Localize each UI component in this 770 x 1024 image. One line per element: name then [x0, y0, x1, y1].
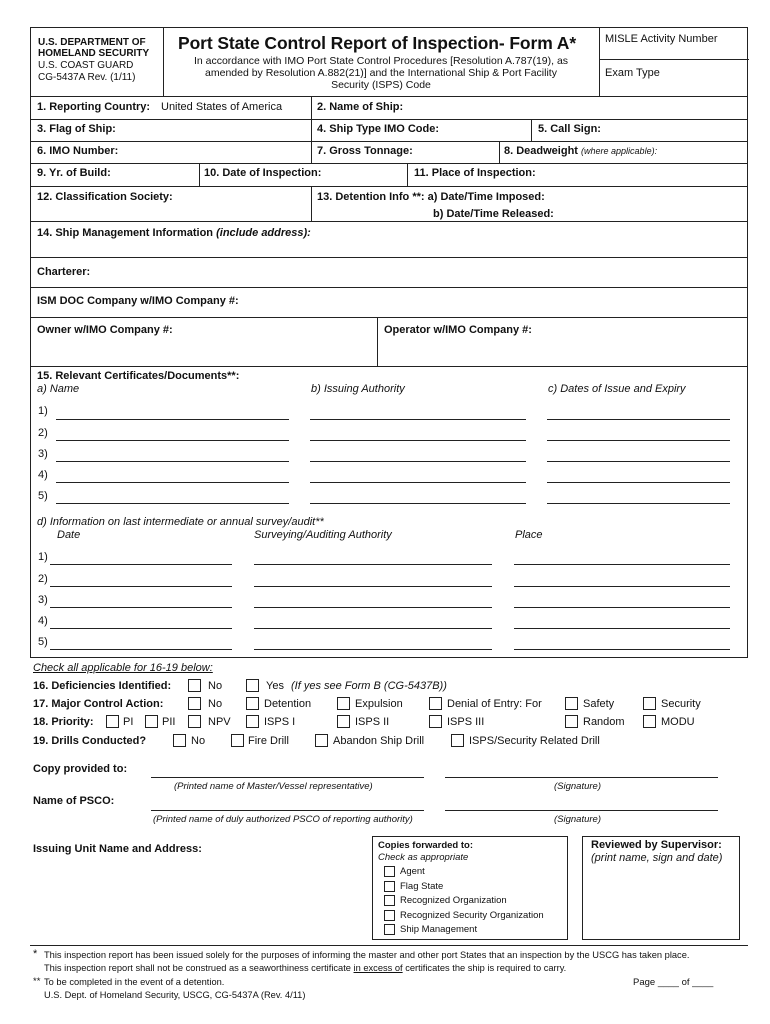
- footnote-double-star-mark: **: [33, 976, 41, 987]
- cert-authority-field[interactable]: [310, 461, 526, 462]
- q17-expulsion-label: Expulsion: [355, 698, 403, 710]
- cert-name-field[interactable]: [56, 482, 289, 483]
- form-id: CG-5437A Rev. (1/11): [38, 72, 136, 83]
- psco-name-label: Name of PSCO:: [33, 795, 115, 807]
- gross-tonnage-label: 7. Gross Tonnage:: [317, 145, 413, 157]
- survey-col-date: Date: [57, 529, 81, 541]
- subtitle-line-1: In accordance with IMO Port State Control Procedures [Resolution A.787(19), as: [193, 55, 569, 67]
- q16-yes-label: Yes: [266, 680, 284, 692]
- reviewed-by-field[interactable]: [586, 868, 736, 936]
- cert-authority-field[interactable]: [310, 440, 526, 441]
- survey-place-field[interactable]: [514, 564, 730, 565]
- master-name-field[interactable]: [151, 777, 424, 778]
- dept-line-2: HOMELAND SECURITY: [38, 48, 150, 59]
- deadweight-label: [504, 145, 657, 157]
- footnote-1-line-2: [44, 963, 566, 973]
- q19-label: 19. Drills Conducted?: [33, 735, 147, 747]
- ship-name-label: 2. Name of Ship:: [317, 101, 404, 113]
- issuing-unit-label: Issuing Unit Name and Address:: [33, 843, 202, 855]
- survey-heading: d) Information on last intermediate or annual survey/audit**: [37, 516, 324, 528]
- cert-name-field[interactable]: [56, 503, 289, 504]
- copies-ship-management-label: Ship Management: [400, 924, 478, 935]
- place-of-inspection-label: 11. Place of Inspection:: [414, 167, 536, 179]
- copies-agent-label: Agent: [400, 866, 425, 877]
- dept-line-1: U.S. DEPARTMENT OF: [38, 37, 146, 48]
- owner-field[interactable]: [36, 338, 371, 362]
- certificates-section: [30, 367, 748, 658]
- psco-signature-caption: (Signature): [554, 814, 601, 825]
- survey-col-place: Place: [515, 529, 543, 541]
- q18-pi-label: PI: [123, 716, 134, 728]
- page-subtitle: [165, 55, 597, 91]
- ship-management-field[interactable]: [36, 240, 741, 258]
- footnote-2: To be completed in the event of a detention.: [44, 977, 225, 987]
- cert-col-dates: c) Dates of Issue and Expiry: [548, 383, 686, 395]
- survey-row-number: 5): [38, 636, 48, 648]
- subtitle-line-2: amended by Resolution A.882(21)] and the International Ship & Port Facility: [205, 67, 557, 79]
- department-name: [38, 37, 149, 59]
- psco-signature-field[interactable]: [445, 810, 718, 811]
- survey-authority-field[interactable]: [254, 607, 492, 608]
- detention-imposed-label: 13. Detention Info **: a) Date/Time Imposed:: [317, 191, 545, 203]
- survey-place-field[interactable]: [514, 607, 730, 608]
- q17-security-checkbox[interactable]: [643, 697, 656, 710]
- copies-recognized-org-label: Recognized Organization: [400, 895, 507, 906]
- gross-tonnage-field[interactable]: [420, 143, 496, 160]
- survey-date-field[interactable]: [50, 607, 232, 608]
- q17-security-label: Security: [661, 698, 701, 710]
- footer-divider: [30, 945, 748, 946]
- year-of-build-label: 9. Yr. of Build:: [37, 167, 111, 179]
- cert-row-number: 3): [38, 448, 48, 460]
- q19-isps-drill-checkbox[interactable]: [451, 734, 464, 747]
- q19-abandon-ship-checkbox[interactable]: [315, 734, 328, 747]
- q16-note: (If yes see Form B (CG-5437B)): [291, 680, 447, 692]
- imo-number-label: 6. IMO Number:: [37, 145, 119, 157]
- survey-authority-field[interactable]: [254, 564, 492, 565]
- call-sign-field[interactable]: [605, 121, 743, 138]
- q19-no-label: No: [191, 735, 206, 747]
- q19-fire-drill-checkbox[interactable]: [231, 734, 244, 747]
- cert-row-number: 4): [38, 469, 48, 481]
- q17-safety-checkbox[interactable]: [565, 697, 578, 710]
- charterer-label: Charterer:: [37, 266, 91, 278]
- q18-npv-checkbox[interactable]: [188, 715, 201, 728]
- q18-random-checkbox[interactable]: [565, 715, 578, 728]
- survey-date-field[interactable]: [50, 586, 232, 587]
- footnote-1-line-1: This inspection report has been issued solely for the purposes of informing the master and other port States that an inspection by the USCG has taken place.: [44, 950, 690, 960]
- footnote-1-line-2-end: certificates the ship is required to carry.: [402, 963, 567, 973]
- survey-authority-field[interactable]: [254, 586, 492, 587]
- cert-dates-field[interactable]: [547, 440, 730, 441]
- exam-type-label: Exam Type: [605, 67, 660, 79]
- q17-no-label: No: [208, 698, 223, 710]
- cert-row-number: 2): [38, 427, 48, 439]
- copy-provided-label: Copy provided to:: [33, 763, 128, 775]
- imo-number-field[interactable]: [125, 143, 305, 160]
- master-signature-caption: (Signature): [554, 781, 601, 792]
- survey-row-number: 2): [38, 573, 48, 585]
- q17-denial-checkbox[interactable]: [429, 697, 442, 710]
- survey-col-authority: Surveying/Auditing Authority: [254, 529, 392, 541]
- cert-name-field[interactable]: [56, 419, 289, 420]
- q17-denial-label: Denial of Entry: For: [447, 698, 542, 710]
- operator-field[interactable]: [383, 338, 741, 362]
- misle-activity-number-label: MISLE Activity Number: [605, 33, 718, 45]
- q18-modu-checkbox[interactable]: [643, 715, 656, 728]
- ism-doc-field[interactable]: [252, 291, 740, 311]
- cert-dates-field[interactable]: [547, 503, 730, 504]
- footer-dept-line: U.S. Dept. of Homeland Security, USCG, CG-5437A (Rev. 4/11): [44, 990, 306, 1000]
- cert-dates-field[interactable]: [547, 461, 730, 462]
- q19-isps-drill-label: ISPS/Security Related Drill: [469, 735, 600, 747]
- q18-isps2-label: ISPS II: [355, 716, 390, 728]
- survey-row-number: 4): [38, 615, 48, 627]
- flag-of-ship-label: 3. Flag of Ship:: [37, 123, 116, 135]
- copies-recognized-security-org-checkbox[interactable]: [384, 910, 395, 921]
- reporting-country-value[interactable]: United States of America: [161, 101, 283, 113]
- cert-dates-field[interactable]: [547, 419, 730, 420]
- deadweight-text: 8. Deadweight: [504, 145, 578, 157]
- reviewed-by-title: Reviewed by Supervisor:: [591, 839, 722, 851]
- copies-recognized-security-org-label: Recognized Security Organization: [400, 910, 544, 921]
- ship-name-field[interactable]: [412, 99, 742, 116]
- survey-authority-field[interactable]: [254, 628, 492, 629]
- cert-row-number: 1): [38, 405, 48, 417]
- q18-isps2-checkbox[interactable]: [337, 715, 350, 728]
- copies-ship-management-checkbox[interactable]: [384, 924, 395, 935]
- detention-released-label: b) Date/Time Released:: [433, 208, 554, 220]
- charterer-field[interactable]: [100, 262, 740, 282]
- q18-modu-label: MODU: [661, 716, 695, 728]
- ship-type-label: 4. Ship Type IMO Code:: [317, 123, 440, 135]
- ship-management-text: 14. Ship Management Information: [37, 227, 214, 239]
- q17-label: 17. Major Control Action:: [33, 698, 164, 710]
- year-of-build-field[interactable]: [120, 165, 195, 183]
- q19-fire-drill-label: Fire Drill: [248, 735, 289, 747]
- classification-society-field[interactable]: [36, 205, 306, 221]
- q17-safety-label: Safety: [583, 698, 615, 710]
- cert-authority-field[interactable]: [310, 503, 526, 504]
- q18-pii-checkbox[interactable]: [145, 715, 158, 728]
- q18-pii-label: PII: [162, 716, 176, 728]
- page-number: Page ____ of ____: [633, 977, 714, 988]
- master-name-caption: (Printed name of Master/Vessel representative): [174, 781, 373, 792]
- cert-authority-field[interactable]: [310, 482, 526, 483]
- date-of-inspection-field[interactable]: [330, 165, 405, 183]
- copies-flag-state-checkbox[interactable]: [384, 881, 395, 892]
- cert-dates-field[interactable]: [547, 482, 730, 483]
- deadweight-note: (where applicable):: [581, 146, 658, 156]
- issuing-unit-field[interactable]: [33, 858, 363, 938]
- survey-date-field[interactable]: [50, 628, 232, 629]
- exam-type-field[interactable]: [660, 64, 746, 82]
- cert-authority-field[interactable]: [310, 419, 526, 420]
- survey-row-number: 3): [38, 594, 48, 606]
- q18-isps1-checkbox[interactable]: [246, 715, 259, 728]
- agency-name: U.S. COAST GUARD: [38, 60, 134, 71]
- q18-pi-checkbox[interactable]: [106, 715, 119, 728]
- classification-society-label: 12. Classification Society:: [37, 191, 173, 203]
- ship-type-field[interactable]: [448, 121, 528, 138]
- copies-flag-state-label: Flag State: [400, 881, 444, 892]
- q18-isps3-label: ISPS III: [447, 716, 485, 728]
- cert-name-field[interactable]: [56, 440, 289, 441]
- subtitle-line-3: Security (ISPS) Code: [331, 79, 431, 91]
- survey-place-field[interactable]: [514, 586, 730, 587]
- footnote-star-mark: *: [33, 948, 38, 960]
- certificates-heading: 15. Relevant Certificates/Documents**:: [37, 370, 240, 382]
- ism-doc-label: ISM DOC Company w/IMO Company #:: [37, 295, 239, 307]
- q18-label: 18. Priority:: [33, 716, 94, 728]
- cert-col-issuing-authority: b) Issuing Authority: [311, 383, 405, 395]
- flag-of-ship-field[interactable]: [110, 121, 305, 138]
- survey-authority-field[interactable]: [254, 649, 492, 650]
- copies-forwarded-title: Copies forwarded to:: [378, 840, 474, 851]
- q17-expulsion-checkbox[interactable]: [337, 697, 350, 710]
- date-of-inspection-label: 10. Date of Inspection:: [204, 167, 322, 179]
- reviewed-by-note: (print name, sign and date): [591, 852, 723, 864]
- copies-agent-checkbox[interactable]: [384, 866, 395, 877]
- survey-date-field[interactable]: [50, 564, 232, 565]
- q16-label: 16. Deficiencies Identified:: [33, 680, 172, 692]
- copies-recognized-org-checkbox[interactable]: [384, 895, 395, 906]
- ship-management-note: (include address):: [216, 227, 311, 239]
- owner-label: Owner w/IMO Company #:: [37, 324, 173, 336]
- footnote-1-line-2-text: This inspection report shall not be construed as a seaworthiness certificate: [44, 963, 354, 973]
- reporting-country-label: 1. Reporting Country:: [37, 101, 151, 113]
- checks-intro: Check all applicable for 16-19 below:: [33, 662, 213, 674]
- q16-no-label: No: [208, 680, 223, 692]
- survey-date-field[interactable]: [50, 649, 232, 650]
- psco-name-field[interactable]: [151, 810, 424, 811]
- survey-place-field[interactable]: [514, 649, 730, 650]
- footnote-1-line-2-underlined: in excess of: [353, 963, 403, 973]
- q16-no-checkbox[interactable]: [188, 679, 201, 692]
- q17-detention-label: Detention: [264, 698, 312, 710]
- q18-npv-label: NPV: [208, 716, 231, 728]
- place-of-inspection-field[interactable]: [545, 165, 743, 183]
- operator-label: Operator w/IMO Company #:: [384, 324, 532, 336]
- q17-detention-checkbox[interactable]: [246, 697, 259, 710]
- q19-abandon-ship-label: Abandon Ship Drill: [333, 735, 425, 747]
- ship-management-label: [37, 227, 311, 239]
- survey-row-number: 1): [38, 551, 48, 563]
- call-sign-label: 5. Call Sign:: [538, 123, 601, 135]
- copies-forwarded-note: Check as appropriate: [378, 852, 469, 863]
- q18-random-label: Random: [583, 716, 625, 728]
- q18-isps1-label: ISPS I: [264, 716, 296, 728]
- q16-yes-checkbox[interactable]: [246, 679, 259, 692]
- cert-row-number: 5): [38, 490, 48, 502]
- psco-name-caption: (Printed name of duly authorized PSCO of reporting authority): [153, 814, 413, 825]
- q18-isps3-checkbox[interactable]: [429, 715, 442, 728]
- misle-activity-number-field[interactable]: [600, 46, 746, 58]
- survey-place-field[interactable]: [514, 628, 730, 629]
- q17-no-checkbox[interactable]: [188, 697, 201, 710]
- cert-col-name: a) Name: [37, 383, 80, 395]
- cert-name-field[interactable]: [56, 461, 289, 462]
- page-title: Port State Control Report of Inspection- Form A*: [178, 33, 577, 53]
- q19-no-checkbox[interactable]: [173, 734, 186, 747]
- master-signature-field[interactable]: [445, 777, 718, 778]
